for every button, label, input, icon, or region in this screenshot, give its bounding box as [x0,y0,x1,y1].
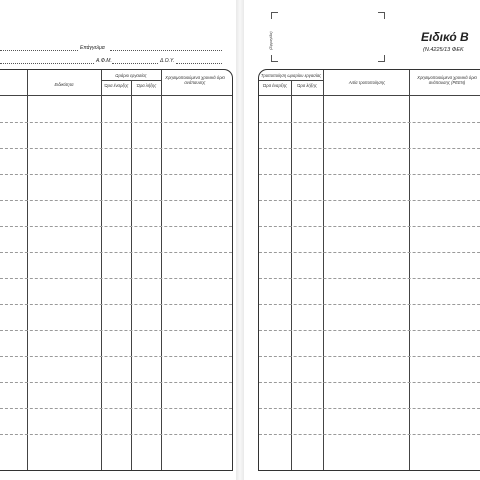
row-line [0,122,232,123]
row-line [259,408,480,409]
row-line [259,356,480,357]
changed-hours-header: Τροποποίηση ωραρίου εργασίας [260,73,322,78]
name-dotted-line [0,50,78,51]
header-bottom-line [0,95,232,96]
row-line [0,174,232,175]
afm-dotted-line [112,63,158,64]
book-gutter [236,0,244,480]
col-divider [27,70,28,470]
doy-dotted-line [176,63,222,64]
row-line [259,252,480,253]
row-line [259,174,480,175]
col-divider [131,81,132,470]
afm-label: Α.Φ.Μ. [96,58,112,64]
row-line [0,252,232,253]
row-line [259,434,480,435]
row-line [259,382,480,383]
header-bottom-line [259,95,480,96]
form-title: Ειδικό Β [421,30,469,44]
row-line [0,304,232,305]
stamp-corner-tr [378,12,385,19]
form-subtitle: (Ν.4225/13 ΦΕΚ [423,47,464,53]
row-line [259,226,480,227]
afm-prefix-line [0,63,94,64]
col-divider [101,70,102,470]
col-divider [161,70,162,470]
row-line [0,434,232,435]
reason-header: Αιτία τροποποίησης [348,80,386,85]
subheader-line [259,80,323,81]
col-divider [291,81,292,470]
row-line [259,148,480,149]
stamp-label: (Σφραγίδα) [269,31,273,50]
row-line [0,408,232,409]
profession-label: Επάγγελμα [80,45,105,51]
row-line [259,330,480,331]
row-line [0,356,232,357]
work-hours-header: Ωράριο εργασίας [115,73,147,78]
start-header: Ώρα έναρξης [104,83,129,88]
stamp-corner-br [378,55,385,62]
row-line [259,278,480,279]
col-divider [323,70,324,470]
row-line [0,278,232,279]
start-header: Ώρα έναρξης [262,83,288,88]
subheader-line [101,80,161,81]
row-line [259,200,480,201]
right-register-table [258,69,480,471]
other-hours-header: Χρησιμοποιούμενα χρονικά όρια ανάπαυσης [165,75,225,85]
doy-label: Δ.Ο.Υ. [160,58,175,64]
row-line [259,304,480,305]
row-line [0,382,232,383]
end-header: Ώρα λήξης [297,83,317,88]
stamp-corner-tl [271,12,278,19]
row-line [0,148,232,149]
col-divider [409,70,410,470]
specialty-header: Ειδικότητα [54,82,74,87]
row-line [0,226,232,227]
comments-header: Χρησιμοποιούμενα χρονικά όρια ανάπαυσης (ΡΕΕΝ) [417,75,477,85]
row-line [259,122,480,123]
row-line [0,200,232,201]
profession-dotted-line [110,50,222,51]
end-header: Ώρα λήξης [136,83,157,88]
left-register-table [0,69,233,471]
stamp-corner-bl [271,55,278,62]
row-line [0,330,232,331]
